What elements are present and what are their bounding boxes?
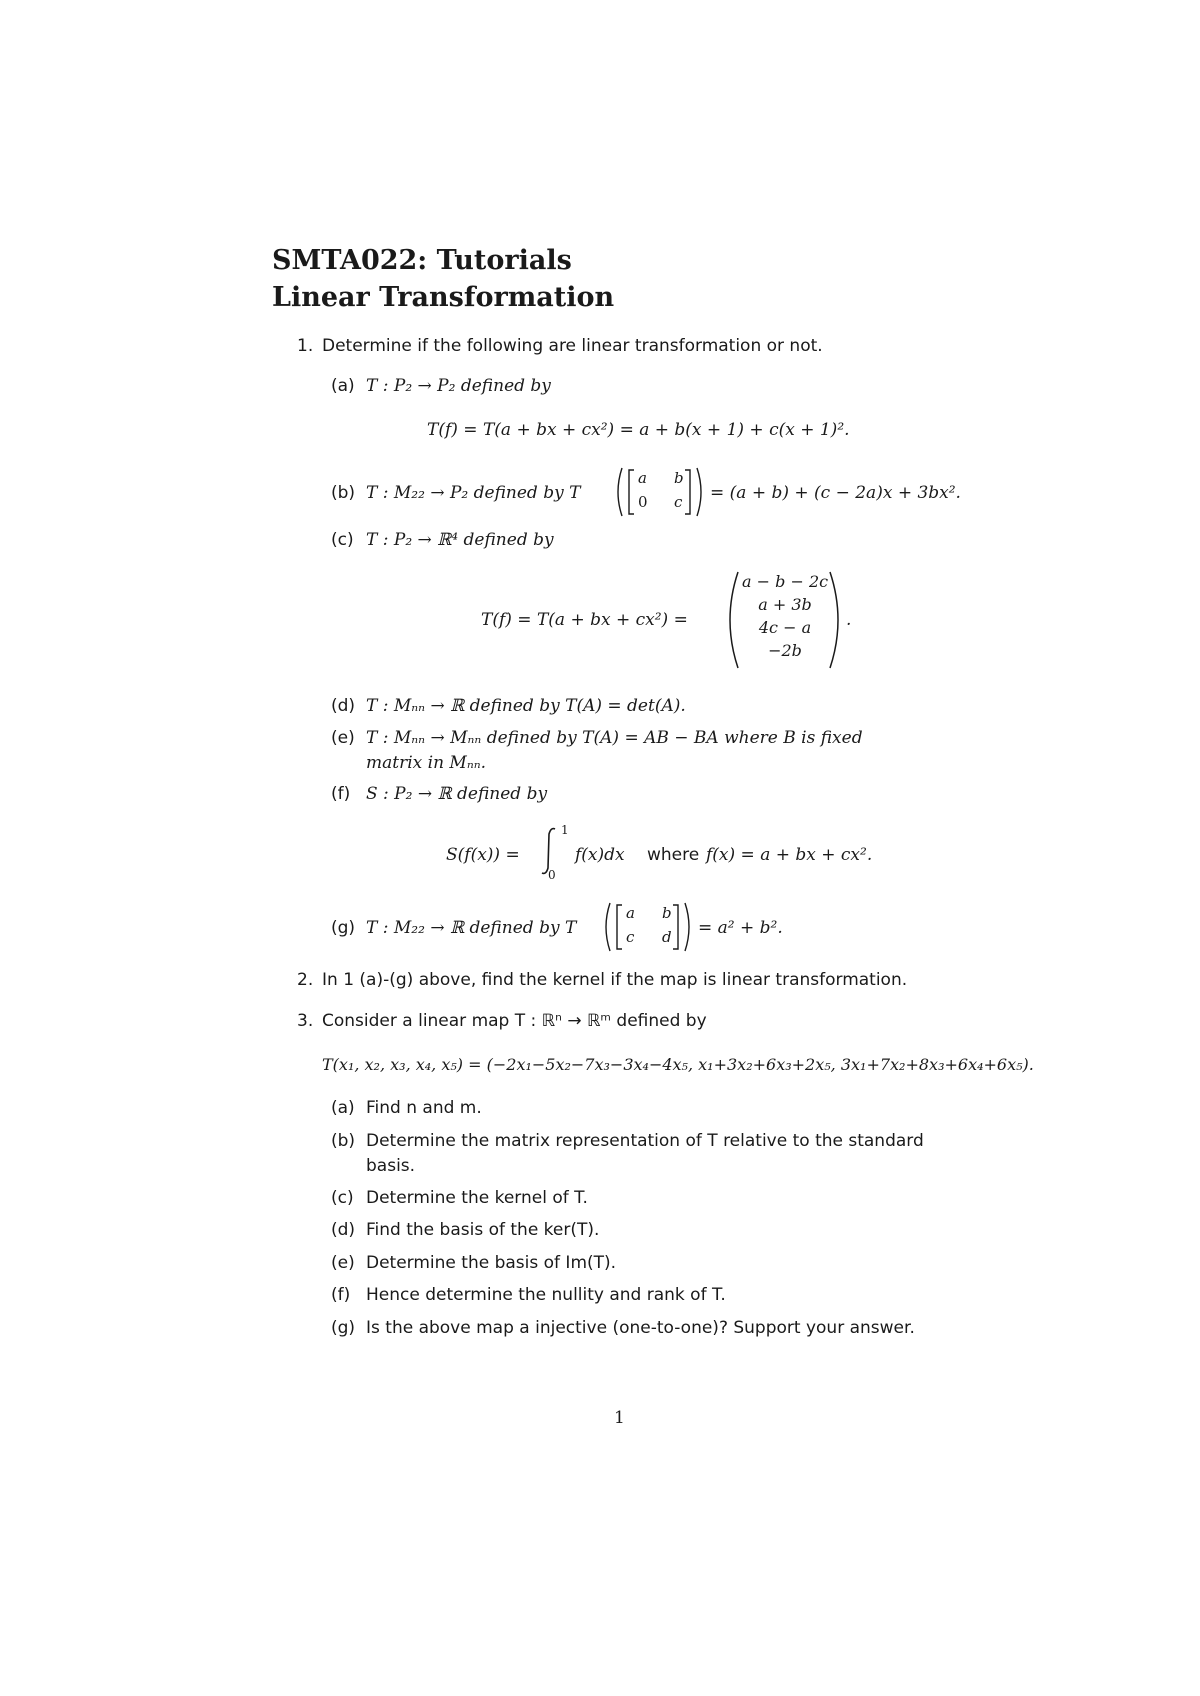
q2-number: 2. bbox=[297, 970, 314, 990]
q1g-text-post: = a² + b². bbox=[698, 918, 783, 938]
q1c-label: (c) bbox=[331, 530, 354, 550]
matrix-entry: b bbox=[674, 469, 684, 487]
q1b-text-post: = (a + b) + (c − 2a)x + 3bx². bbox=[710, 483, 961, 503]
q3a-text: Find n and m. bbox=[366, 1098, 482, 1118]
q1c-display-end: . bbox=[846, 610, 852, 630]
q3b-text: Determine the matrix representation of T relative to the standard bbox=[366, 1131, 924, 1151]
q3-display: T(x₁, x₂, x₃, x₄, x₅) = (−2x₁−5x₂−7x₃−3x₄−4x₅, x₁+3x₂+6x₃+2x₅, 3x₁+7x₂+8x₃+6x₄+6x₅). bbox=[322, 1055, 1034, 1074]
topic-title: Linear Transformation bbox=[272, 282, 615, 313]
q3-number: 3. bbox=[297, 1011, 314, 1031]
q1c-text: T : P₂ → ℝ⁴ defined by bbox=[366, 530, 554, 550]
integral-upper-limit: 1 bbox=[561, 823, 569, 837]
q1b-text-pre: T : M₂₂ → P₂ defined by T bbox=[366, 483, 581, 503]
q3b-text2: basis. bbox=[366, 1156, 416, 1176]
q1a-label: (a) bbox=[331, 376, 355, 396]
q1e-line2: matrix in Mₙₙ. bbox=[366, 753, 487, 773]
q1d-label: (d) bbox=[331, 696, 356, 716]
q3c-label: (c) bbox=[331, 1188, 354, 1208]
matrix-brackets-icon bbox=[600, 900, 695, 954]
q1-prompt: Determine if the following are linear transformation or not. bbox=[322, 336, 823, 356]
matrix-entry: 0 bbox=[638, 493, 648, 511]
matrix-entry: b bbox=[662, 904, 672, 922]
q1c-vector bbox=[724, 570, 844, 670]
vector-entry: 4c − a bbox=[758, 618, 812, 637]
q1g-label: (g) bbox=[331, 918, 356, 938]
q1a-text: T : P₂ → P₂ defined by bbox=[366, 376, 551, 396]
q1f-rhs: f(x) = a + bx + cx². bbox=[706, 845, 873, 865]
q1d-text: T : Mₙₙ → ℝ defined by T(A) = det(A). bbox=[366, 696, 686, 716]
q1c-display-lhs: T(f) = T(a + bx + cx²) = bbox=[481, 610, 688, 630]
q3a-label: (a) bbox=[331, 1098, 355, 1118]
q1f-label: (f) bbox=[331, 784, 351, 804]
q3g-text: Is the above map a injective (one-to-one)? Support your answer. bbox=[366, 1318, 915, 1338]
q1e-label: (e) bbox=[331, 728, 355, 748]
integral-lower-limit: 0 bbox=[548, 868, 556, 882]
q3e-text: Determine the basis of Im(T). bbox=[366, 1253, 617, 1273]
vector-entry: a + 3b bbox=[758, 595, 812, 614]
q3d-label: (d) bbox=[331, 1220, 356, 1240]
q1b-matrix bbox=[612, 465, 707, 519]
q1f-where: where bbox=[647, 845, 700, 865]
matrix-brackets-icon bbox=[612, 465, 707, 519]
vector-entry: a − b − 2c bbox=[742, 572, 829, 591]
q3g-label: (g) bbox=[331, 1318, 356, 1338]
matrix-entry: a bbox=[638, 469, 647, 487]
matrix-entry: c bbox=[674, 493, 683, 511]
q1-number: 1. bbox=[297, 336, 314, 356]
q3f-text: Hence determine the nullity and rank of T. bbox=[366, 1285, 726, 1305]
q1e-line1: T : Mₙₙ → Mₙₙ defined by T(A) = AB − BA where B is fixed bbox=[366, 728, 863, 748]
matrix-entry: d bbox=[662, 928, 672, 946]
matrix-entry: a bbox=[626, 904, 635, 922]
course-title: SMTA022: Tutorials bbox=[272, 245, 572, 276]
q1a-display: T(f) = T(a + bx + cx²) = a + b(x + 1) + c(x + 1)². bbox=[427, 420, 850, 440]
q3e-label: (e) bbox=[331, 1253, 355, 1273]
q1g-text-pre: T : M₂₂ → ℝ defined by T bbox=[366, 918, 577, 938]
q1f-integrand: f(x)dx bbox=[575, 845, 625, 865]
vector-entry: −2b bbox=[768, 641, 802, 660]
q3d-text: Find the basis of the ker(T). bbox=[366, 1220, 600, 1240]
q3-prompt: Consider a linear map T : ℝⁿ → ℝᵐ defined by bbox=[322, 1011, 707, 1031]
q1b-label: (b) bbox=[331, 483, 356, 503]
q3b-label: (b) bbox=[331, 1131, 356, 1151]
q3f-label: (f) bbox=[331, 1285, 351, 1305]
q1f-integral-lhs: S(f(x)) = bbox=[446, 845, 520, 865]
q2-text: In 1 (a)-(g) above, find the kernel if the map is linear transformation. bbox=[322, 970, 908, 990]
page-number: 1 bbox=[614, 1408, 625, 1428]
q3c-text: Determine the kernel of T. bbox=[366, 1188, 588, 1208]
matrix-entry: c bbox=[626, 928, 635, 946]
q1g-matrix bbox=[600, 900, 695, 954]
q1f-text: S : P₂ → ℝ defined by bbox=[366, 784, 548, 804]
